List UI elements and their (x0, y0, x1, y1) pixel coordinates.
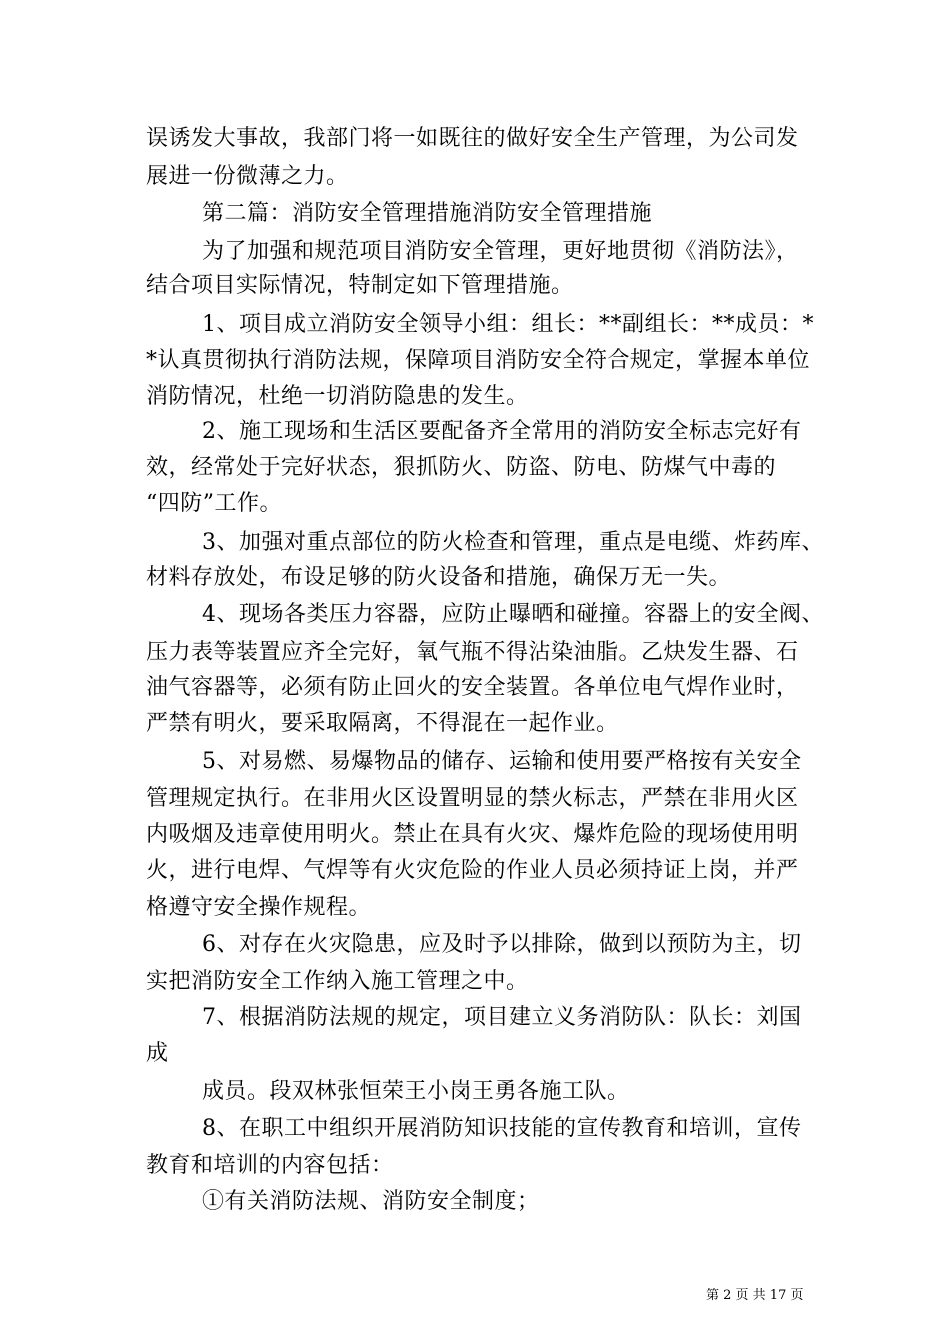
text-line: 成 (146, 1041, 169, 1066)
text-line: 教育和培训的内容包括： (146, 1153, 394, 1178)
text-line: 5、对易燃、易爆物品的储存、运输和使用要严格按有关安全 (202, 749, 802, 774)
section-heading: 第二篇：消防安全管理措施消防安全管理措施 (202, 201, 653, 226)
text-line: 误诱发大事故，我部门将一如既往的做好安全生产管理，为公司发 (146, 126, 799, 151)
text-line: 管理规定执行。在非用火区设置明显的禁火标志，严禁在非用火区 (146, 786, 799, 811)
text-line: 油气容器等，必须有防止回火的安全装置。各单位电气焊作业时， (146, 675, 799, 700)
text-line: 1、项目成立消防安全领导小组：组长：**副组长：**成员：* (202, 312, 814, 337)
text-line: 材料存放处，布设足够的防火设备和措施，确保万无一失。 (146, 565, 732, 590)
text-line: 格遵守安全操作规程。 (146, 895, 372, 920)
text-line: 6、对存在火灾隐患，应及时予以排除，做到以预防为主，切 (202, 932, 802, 957)
text-line: 7、根据消防法规的规定，项目建立义务消防队：队长：刘国 (202, 1005, 802, 1030)
text-line: 2、施工现场和生活区要配备齐全常用的消防安全标志完好有 (202, 419, 802, 444)
text-line: 4、现场各类压力容器，应防止曝晒和碰撞。容器上的安全阀、 (202, 602, 824, 627)
text-line: 严禁有明火，要采取隔离，不得混在一起作业。 (146, 711, 619, 736)
text-line: 消防情况，杜绝一切消防隐患的发生。 (146, 384, 529, 409)
text-line: 火，进行电焊、气焊等有火灾危险的作业人员必须持证上岗，并严 (146, 858, 799, 883)
text-line: 效，经常处于完好状态，狠抓防火、防盗、防电、防煤气中毒的 (146, 455, 777, 480)
text-line: 内吸烟及违章使用明火。禁止在具有火灾、爆炸危险的现场使用明 (146, 822, 799, 847)
text-line: 压力表等装置应齐全完好，氧气瓶不得沾染油脂。乙炔发生器、石 (146, 640, 799, 665)
page-number: 第 2 页 共 17 页 (706, 1288, 804, 1303)
text-line: 结合项目实际情况，特制定如下管理措施。 (146, 273, 574, 298)
text-line: 3、加强对重点部位的防火检查和管理，重点是电缆、炸药库、 (202, 530, 824, 555)
text-line: 展进一份微薄之力。 (146, 164, 349, 189)
text-line: 为了加强和规范项目消防安全管理，更好地贯彻《消防法》， (202, 239, 799, 264)
text-line: *认真贯彻执行消防法规，保障项目消防安全符合规定，掌握本单位 (146, 348, 811, 373)
text-line: 实把消防安全工作纳入施工管理之中。 (146, 969, 529, 994)
text-line: 成员。段双林张恒荣王小岗王勇各施工队。 (202, 1079, 630, 1104)
text-line: “四防”工作。 (146, 491, 282, 516)
text-line: ①有关消防法规、消防安全制度； (202, 1189, 540, 1214)
text-line: 8、在职工中组织开展消防知识技能的宣传教育和培训，宣传 (202, 1116, 802, 1141)
